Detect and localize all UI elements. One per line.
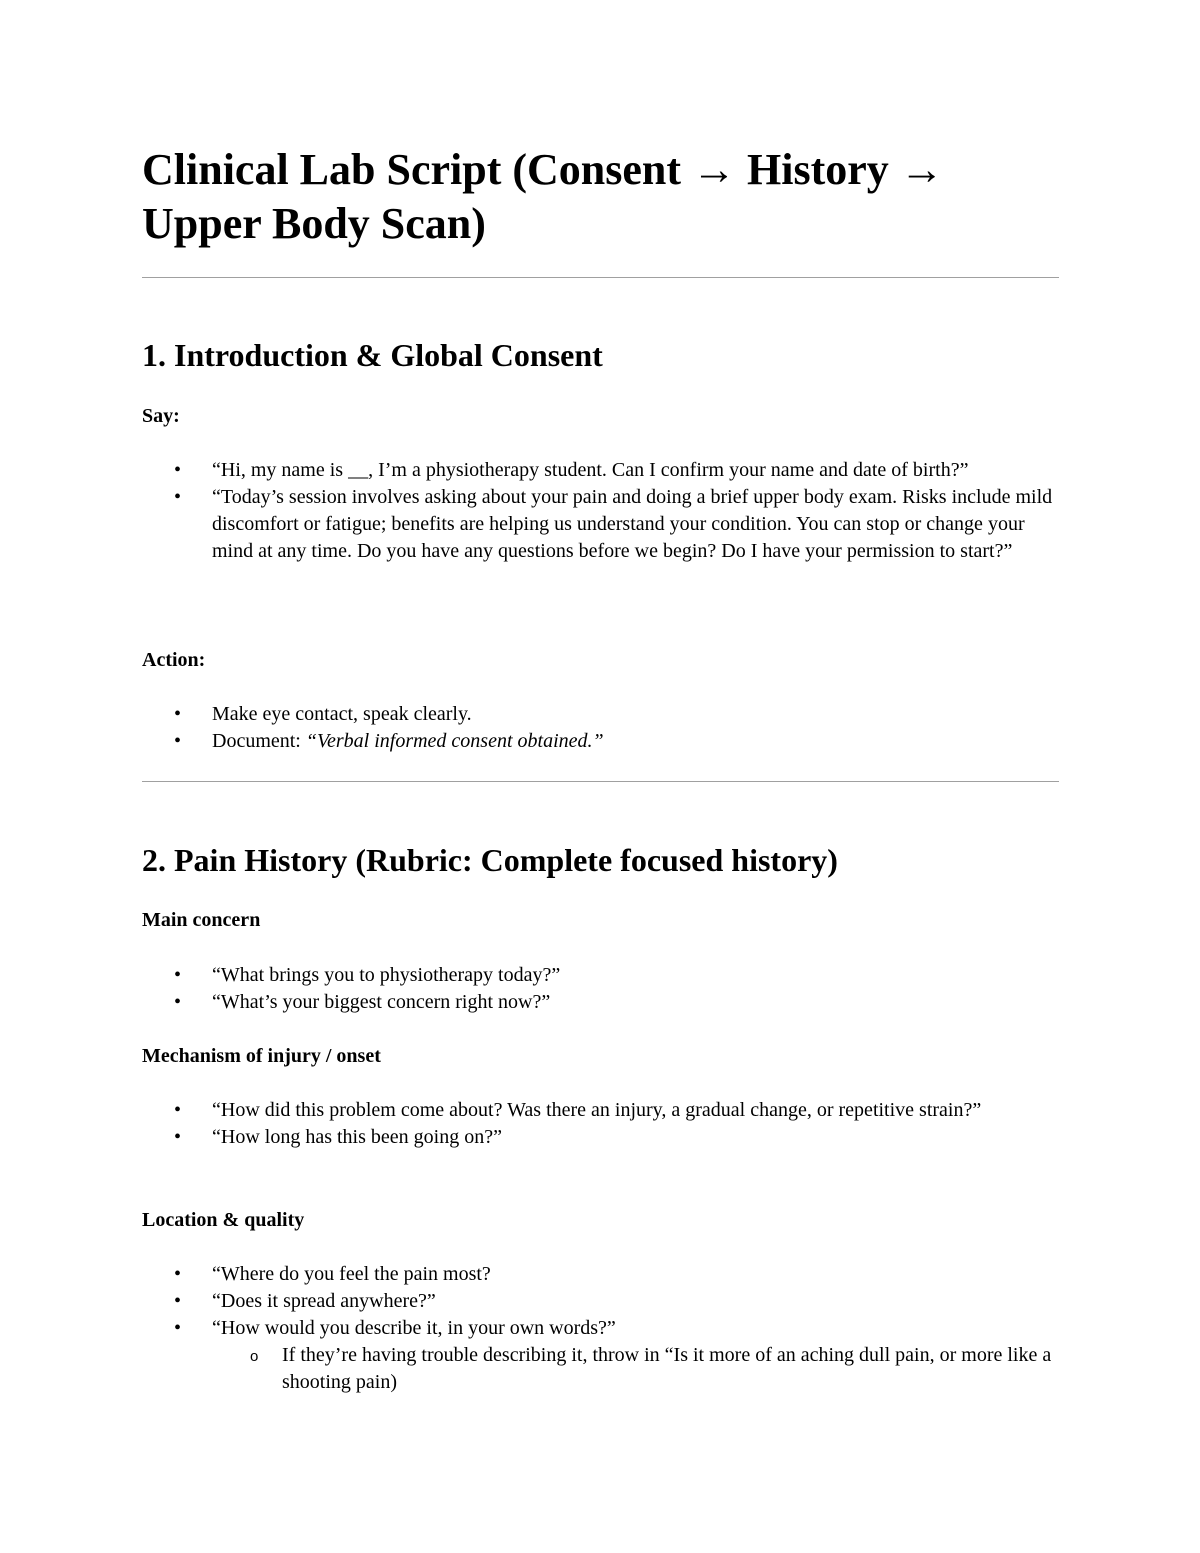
list-item: • “Hi, my name is __, I’m a physiotherapy student. Can I confirm your name and date of birth?” <box>142 457 1059 484</box>
location-label: Location & quality <box>142 1209 305 1231</box>
list-item: • Make eye contact, speak clearly. <box>142 701 1059 728</box>
list-item <box>142 728 1059 755</box>
divider <box>142 277 1059 278</box>
document-title: Clinical Lab Script (Consent → History → Upper Body Scan) <box>142 145 944 248</box>
sub-list <box>212 1342 1059 1396</box>
list-item: • “What’s your biggest concern right now?” <box>142 989 1059 1016</box>
mechanism-list <box>142 1097 1059 1151</box>
list-item: • “How long has this been going on?” <box>142 1124 1059 1151</box>
main-concern-list <box>142 962 1059 1016</box>
list-item: • “Does it spread anywhere?” <box>142 1288 1059 1315</box>
list-item: • “What brings you to physiotherapy today?” <box>142 962 1059 989</box>
sub-list-item: o If they’re having trouble describing it, throw in “Is it more of an aching dull pain, or more like a shooting pain) <box>212 1342 1059 1396</box>
divider <box>142 781 1059 782</box>
location-list <box>142 1261 1059 1396</box>
say-label: Say: <box>142 405 180 427</box>
section-2-heading: 2. Pain History (Rubric: Complete focused history) <box>142 842 838 878</box>
section-1-heading: 1. Introduction & Global Consent <box>142 337 603 373</box>
list-item <box>142 1315 1059 1396</box>
document-prefix: Document: <box>212 730 306 752</box>
mechanism-label: Mechanism of injury / onset <box>142 1045 381 1067</box>
list-item: • “Today’s session involves asking about your pain and doing a brief upper body exam. Risks include mild discomfort or fatigue; benefits are helping us understand your condition. You can stop or change your mind at any time. Do you have any questions before we begin? Do I have your permission to start?” <box>142 484 1059 565</box>
action-list <box>142 701 1059 755</box>
consent-note: “Verbal informed consent obtained.” <box>305 730 604 752</box>
list-item-text: “How would you describe it, in your own words?” <box>212 1317 616 1339</box>
action-label: Action: <box>142 649 206 671</box>
say-list <box>142 457 1059 565</box>
list-item: • “How did this problem come about? Was there an injury, a gradual change, or repetitive strain?” <box>142 1097 1059 1124</box>
main-concern-label: Main concern <box>142 909 261 931</box>
list-item: • “Where do you feel the pain most? <box>142 1261 1059 1288</box>
